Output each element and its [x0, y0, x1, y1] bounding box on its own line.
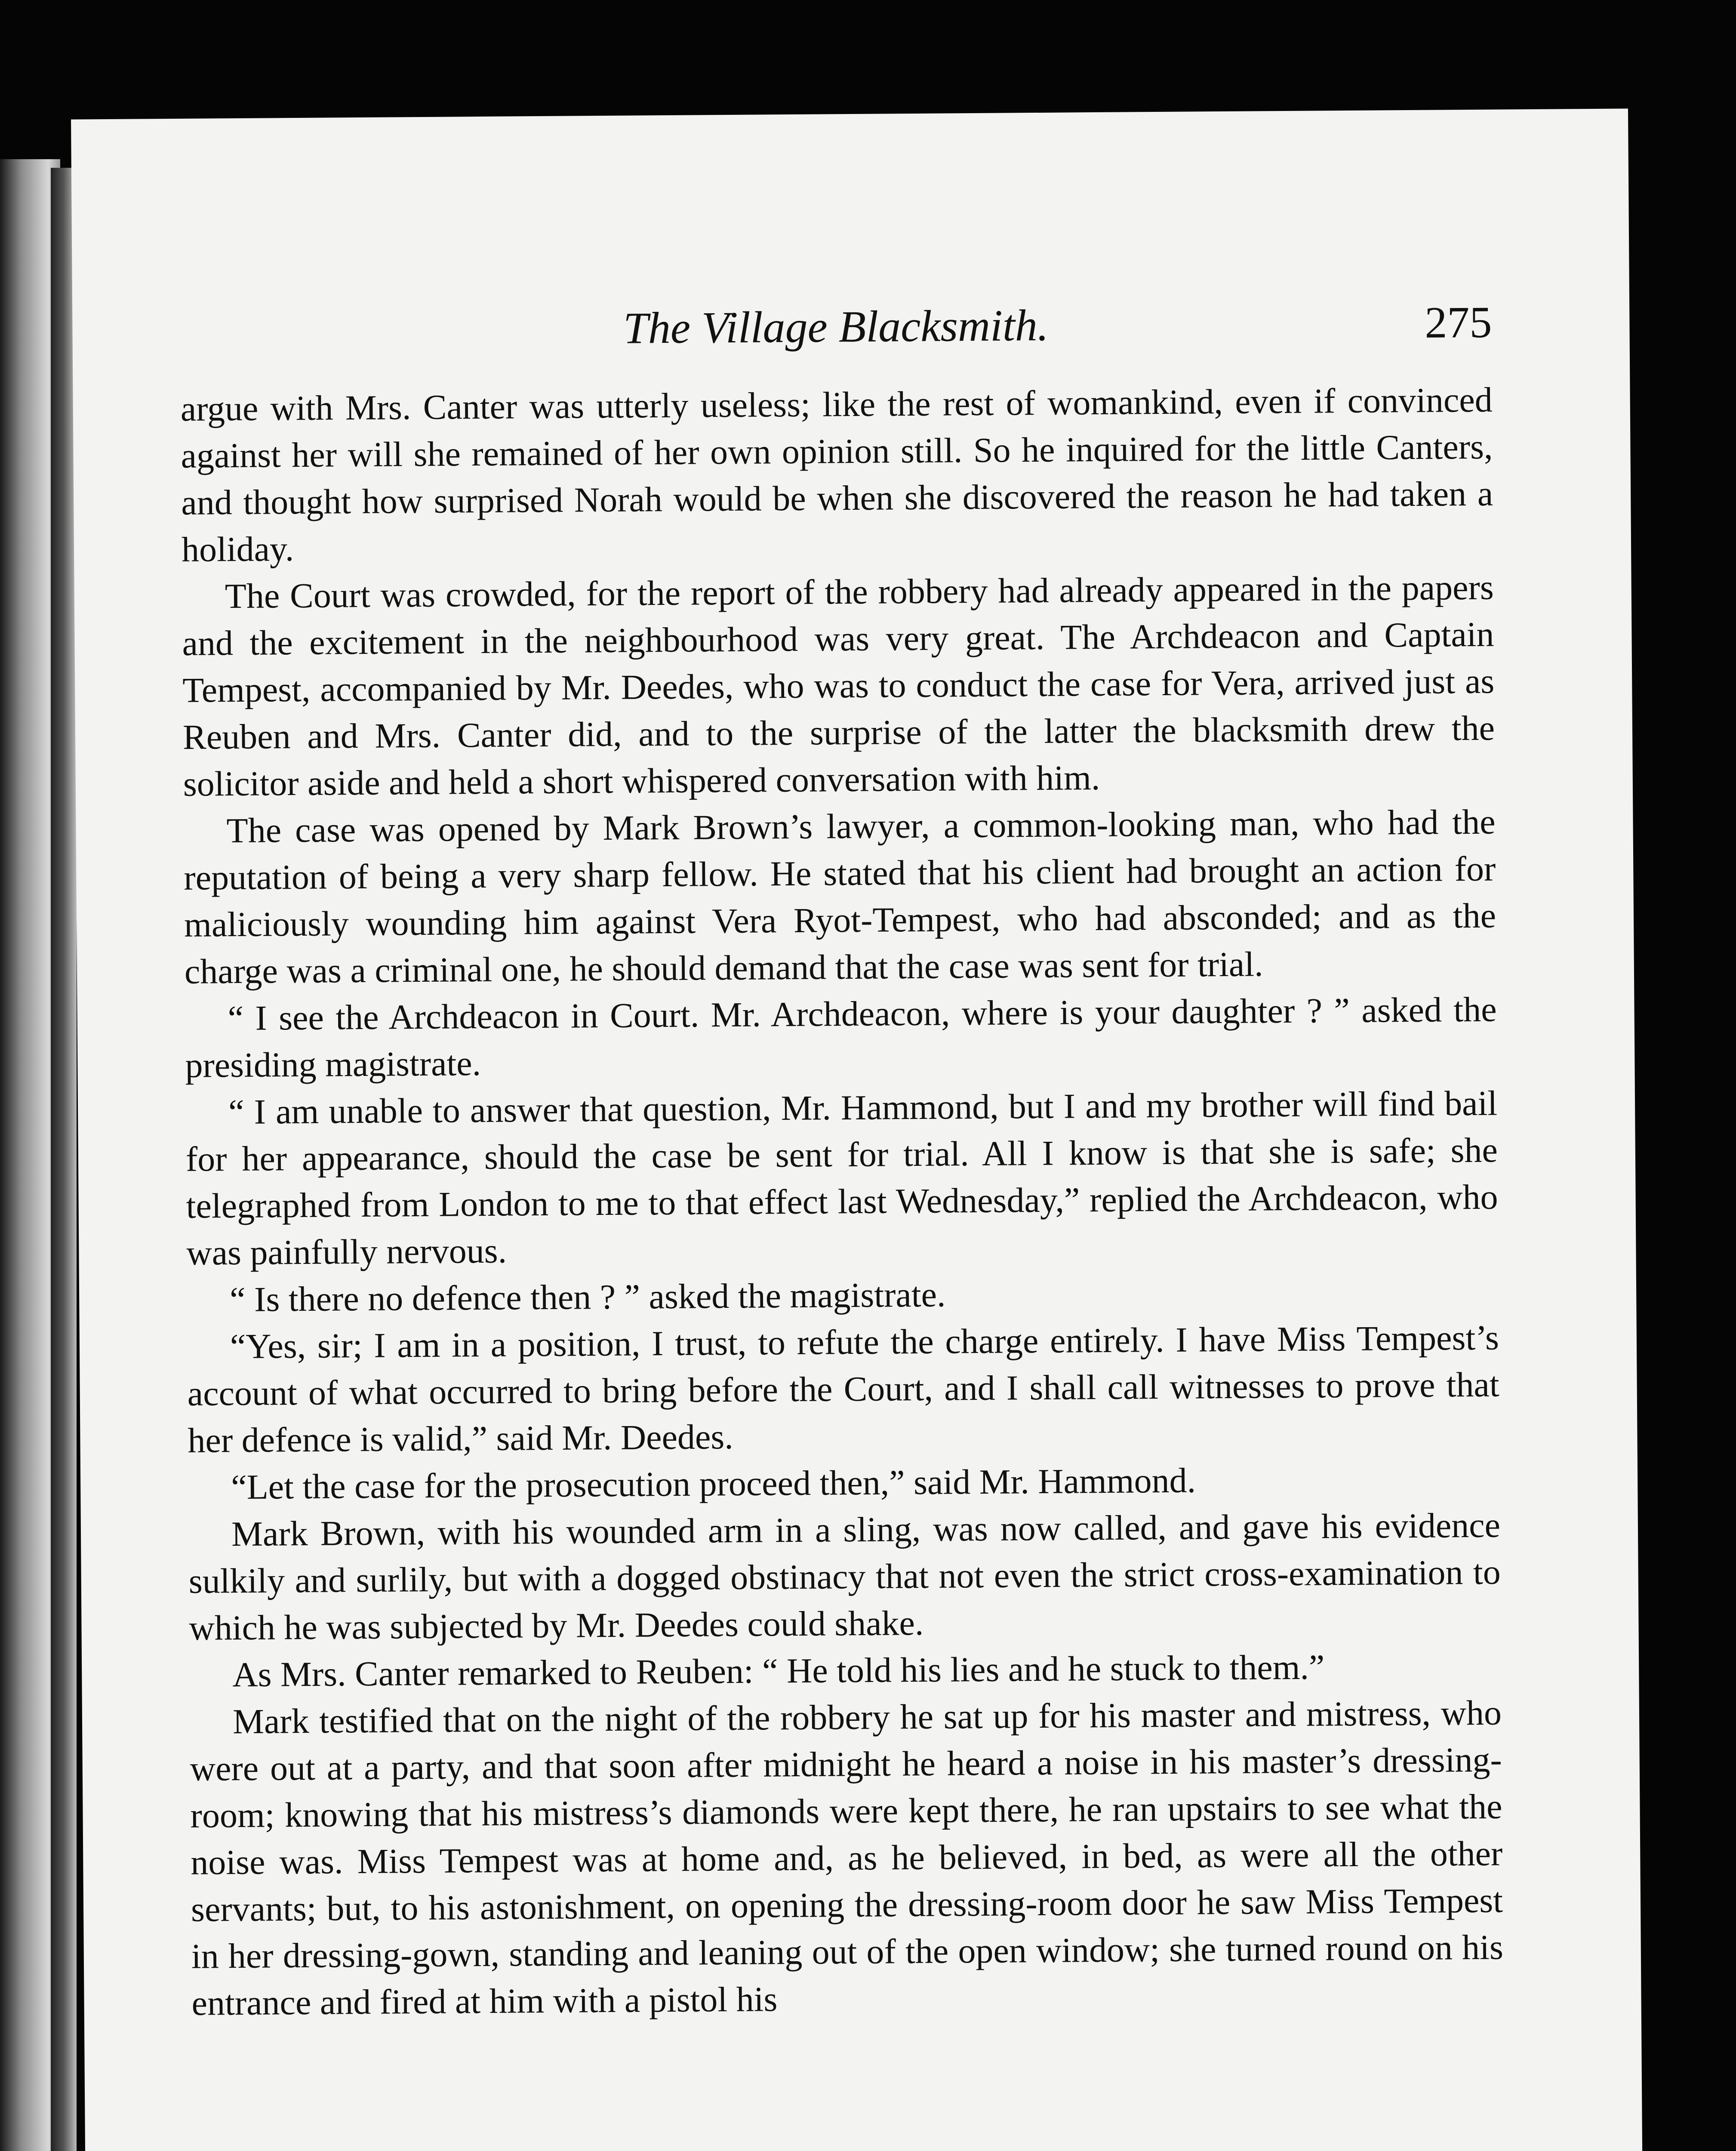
paragraph-1: argue with Mrs. Canter was utterly useless; like the rest of womankind, even if convinced against her will she remained of her own opinion still. So he inquired for the little Canters, and thought how surprised Norah would be when she discovered the reason he had taken a holiday. [180, 380, 1493, 569]
book-gutter [51, 168, 77, 2151]
paragraph-8: “Let the case for the prosecution proceed then,” said Mr. Hammond. [231, 1461, 1196, 1507]
running-title: The Village Blacksmith. [623, 300, 1049, 353]
paragraph-2: The Court was crowded, for the report of the robbery had already appeared in the papers and the excitement in the neighbourhood was very great. The Archdeacon and Captain Tempest, accompanied by Mr. Deedes, who was to conduct the case for Vera, arrived just as Reuben and Mrs. Canter did, and to the surprise of the latter the blacksmith drew the solicitor aside and held a short whispered conversation with him. [182, 567, 1495, 804]
body-text [180, 376, 1504, 2027]
paragraph-3: The case was opened by Mark Brown’s lawyer, a common-looking man, who had the reputation of being a very sharp fellow. He stated that his client had brought an action for maliciously wounding him against Vera Ryot-Tempest, who had absconded; and as the charge was a criminal one, he should demand that the case was sent for trial. [184, 802, 1496, 991]
paragraph-11: Mark testified that on the night of the robbery he sat up for his master and mistress, who were out at a party, and that soon after midnight he heard a noise in his master’s dressing-room; knowing that his mistress’s diamonds were kept there, he ran upstairs to see what the noise was. Miss Tempest was at home and, as he believed, in bed, as were all the other servants; but, to his astonishment, on opening the dressing-room door he saw Miss Tempest in her dressing-gown, standing and leaning out of the open window; she turned round on his entrance and fired at him with a pistol his [190, 1693, 1504, 2023]
paragraph-10: As Mrs. Canter remarked to Reuben: “ He told his lies and he stuck to them.” [232, 1647, 1325, 1695]
page-header [180, 290, 1492, 385]
book-page [71, 108, 1647, 2151]
paragraph-9: Mark Brown, with his wounded arm in a sling, was now called, and gave his evidence sulkily and surlily, but with a dogged obstinacy that not even the strict cross-examination to which he was subjected by Mr. Deedes could shake. [188, 1505, 1501, 1648]
page-number: 275 [1425, 297, 1492, 348]
paragraph-4: “ I see the Archdeacon in Court. Mr. Archdeacon, where is your daughter ? ” asked the presiding magistrate. [185, 989, 1497, 1085]
paragraph-5: “ I am unable to answer that question, Mr. Hammond, but I and my brother will find bail for her appearance, should the case be sent for trial. All I know is that she is safe; she telegraphed from London to me to that effect last Wednesday,” replied the Archdeacon, who was painfully nervous. [185, 1083, 1498, 1273]
paragraph-7: “Yes, sir; I am in a position, I trust, to refute the charge entirely. I have Miss Tempest’s account of what occurred to bring before the Court, and I shall call witnesses to prove that her defence is valid,” said Mr. Deedes. [187, 1318, 1499, 1460]
paragraph-6: “ Is there no defence then ? ” asked the magistrate. [229, 1275, 946, 1319]
